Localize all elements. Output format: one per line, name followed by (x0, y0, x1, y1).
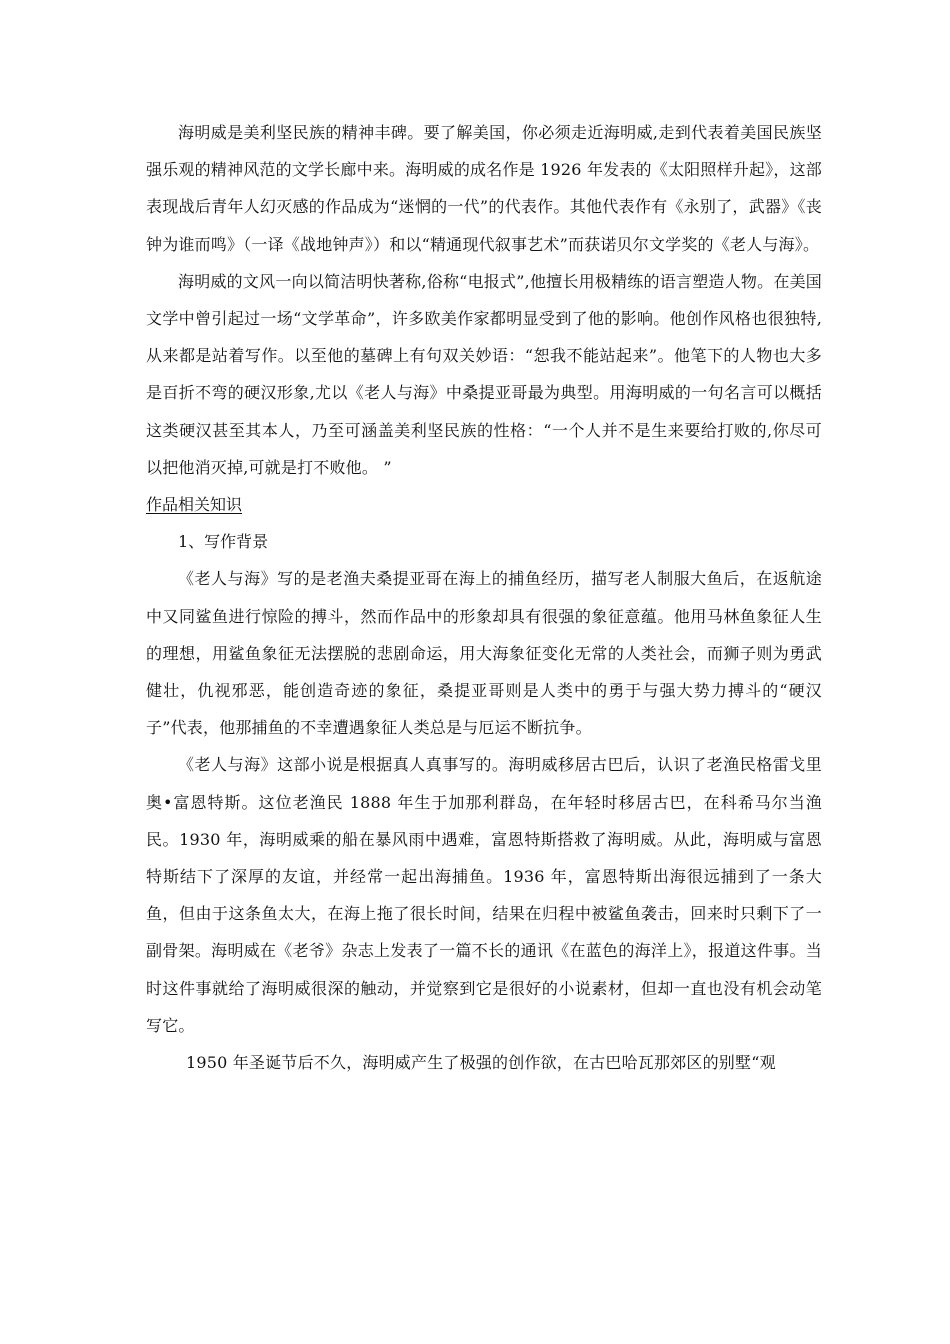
document-page (146, 114, 822, 1081)
section-heading: 作品相关知识 (146, 495, 243, 515)
background-paragraph-2: 《老人与海》这部小说是根据真人真事写的。海明威移居古巴后，认识了老渔民格雷戈里奥•富恩特斯。这位老渔民 1888 年生于加那利群岛，在年轻时移居古巴，在科希马尔当渔民。1930 年，海明威乘的船在暴风雨中遇难，富恩特斯搭救了海明威。从此，海明威与富恩特斯结下了深厚的友谊，并经常一起出海捕鱼。1936 年，富恩特斯出海很远捕到了一条大鱼，但由于这条鱼太大，在海上拖了很长时间，结果在归程中被鲨鱼袭击，回来时只剩下了一副骨架。海明威在《老爷》杂志上发表了一篇不长的通讯《在蓝色的海洋上》，报道这件事。当时这件事就给了海明威很深的触动，并觉察到它是很好的小说素材，但却一直也没有机会动笔写它。 (146, 755, 822, 1035)
subsection-heading: 1、写作背景 (178, 532, 269, 552)
background-paragraph-3: 1950 年圣诞节后不久，海明威产生了极强的创作欲，在古巴哈瓦那郊区的别墅“观 (186, 1053, 776, 1073)
intro-paragraph-1: 海明威是美利坚民族的精神丰碑。要了解美国，你必须走近海明威,走到代表着美国民族坚强乐观的精神风范的文学长廊中来。海明威的成名作是 1926 年发表的《太阳照样升起》，这部表现战后青年人幻灭感的作品成为“迷惘的一代”的代表作。其他代表作有《永别了，武器》《丧钟为谁而鸣》（一译《战地钟声》）和以“精通现代叙事艺术”而获诺贝尔文学奖的《老人与海》。 (146, 123, 822, 254)
background-paragraph-1: 《老人与海》写的是老渔夫桑提亚哥在海上的捕鱼经历，描写老人制服大鱼后，在返航途中又同鲨鱼进行惊险的搏斗，然而作品中的形象却具有很强的象征意蕴。他用马林鱼象征人生的理想，用鲨鱼象征无法摆脱的悲剧命运，用大海象征变化无常的人类社会，而狮子则为勇武健壮，仇视邪恶，能创造奇迹的象征，桑提亚哥则是人类中的勇于与强大势力搏斗的“硬汉子”代表，他那捕鱼的不幸遭遇象征人类总是与厄运不断抗争。 (146, 569, 822, 738)
intro-paragraph-2: 海明威的文风一向以简洁明快著称,俗称“电报式”,他擅长用极精练的语言塑造人物。在美国文学中曾引起过一场“文学革命”，许多欧美作家都明显受到了他的影响。他创作风格也很独特,从来都是站着写作。以至他的墓碑上有句双关妙语：“恕我不能站起来”。他笔下的人物也大多是百折不弯的硬汉形象,尤以《老人与海》中桑提亚哥最为典型。用海明威的一句名言可以概括这类硬汉甚至其本人，乃至可涵盖美利坚民族的性格：“一个人并不是生来要给打败的,你尽可以把他消灭掉,可就是打不败他。 ” (146, 271, 822, 477)
